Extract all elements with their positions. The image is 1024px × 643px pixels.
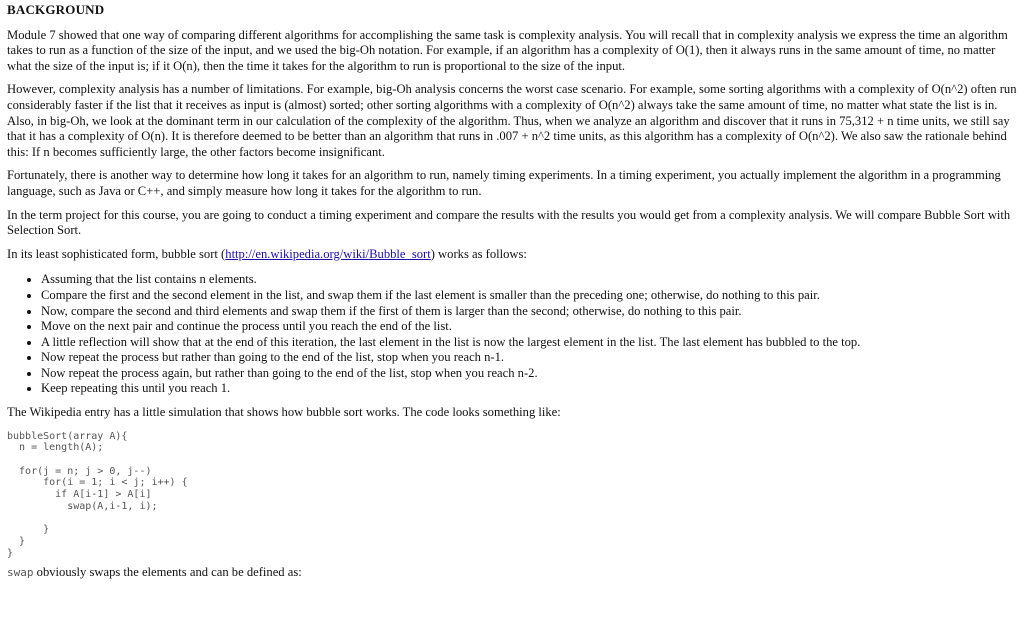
list-item: • Now repeat the process again, but rather than going to the end of the list, stop when you reach n-2. bbox=[41, 366, 1017, 382]
swap-code-word: swap bbox=[7, 566, 34, 580]
wikipedia-link[interactable]: http://en.wikipedia.org/wiki/Bubble_sort bbox=[225, 246, 431, 261]
intro-before: In its least sophisticated form, bubble sort ( bbox=[7, 246, 226, 261]
bubble-sort-steps-list bbox=[7, 272, 1017, 397]
paragraph-limitations: However, complexity analysis has a number of limitations. For example, big-Oh analysis concerns the worst case scenario. For example, some sorting algorithms with a complexity of O(n^2) often run considerably faster if the list that it receives as input is (almost) sorted; other sorting algorithms with a complexity of O(n^2) always take the same amount of time, no matter what state the list is in. Also, in big-Oh, we look at the dominant term in our calculation of the complexity of the algorithm. Thus, when we analyze an algorithm and discover that it runs in 75,312 + n time units, we still say that it has a complexity of O(n). It is therefore deemed to be better than an algorithm that runs in .007 + n^2 time units, as this algorithm has a complexity of O(n^2). We also saw the rationale behind this: If n becomes sufficiently large, the other factors become insignificant. bbox=[7, 82, 1017, 159]
paragraph-bubble-intro bbox=[7, 247, 1017, 263]
list-item: • A little reflection will show that at the end of this iteration, the last element in the list is now the largest element in the list. The last element has bubbled to the top. bbox=[41, 335, 1017, 351]
bubble-sort-code-block: bubbleSort(array A){ n = length(A); for(j = n; j > 0, j--) for(i = 1; i < j; i++) { if A[i-1] > A[i] swap(A,i-1, i); } } } bbox=[7, 430, 188, 559]
list-item: • Assuming that the list contains n elements. bbox=[41, 272, 1017, 288]
list-item: • Now, compare the second and third elements and swap them if the first of them is larger than the second; otherwise, do nothing to this pair. bbox=[41, 304, 1017, 320]
intro-after: ) works as follows: bbox=[430, 246, 527, 261]
paragraph-timing-experiments: Fortunately, there is another way to determine how long it takes for an algorithm to run, namely timing experiments. In a timing experiment, you actually implement the algorithm in a programming language, such as Java or C++, and simply measure how long it takes for the algorithm to run. bbox=[7, 168, 1001, 198]
section-heading: BACKGROUND bbox=[7, 2, 105, 17]
swap-note-text: obviously swaps the elements and can be defined as: bbox=[33, 565, 302, 580]
list-item: • Keep repeating this until you reach 1. bbox=[41, 381, 1017, 397]
list-item: • Now repeat the process but rather than going to the end of the list, stop when you reach n-1. bbox=[41, 350, 1017, 366]
list-item: • Move on the next pair and continue the process until you reach the end of the list. bbox=[41, 319, 1017, 335]
paragraph-swap-note bbox=[7, 565, 1017, 581]
paragraph-complexity-intro: Module 7 showed that one way of comparing different algorithms for accomplishing the same task is complexity analysis. You will recall that in complexity analysis we express the time an algorithm takes to run as a function of the size of the input, and we used the big-Oh notation. For example, if an algorithm has a complexity of O(1), then it always runs in the same amount of time, no matter what the size of the input is; if it O(n), then the time it takes for the algorithm to run is proportional to the size of the input. bbox=[7, 27, 1008, 73]
paragraph-wikipedia-note: The Wikipedia entry has a little simulation that shows how bubble sort works. The code looks something like: bbox=[7, 405, 561, 420]
list-item: • Compare the first and the second element in the list, and swap them if the last element is smaller than the preceding one; otherwise, do nothing to this pair. bbox=[41, 288, 1017, 304]
paragraph-term-project: In the term project for this course, you are going to conduct a timing experiment and compare the results with the results you would get from a complexity analysis. We will compare Bubble Sort with Selection Sort. bbox=[7, 207, 1011, 238]
